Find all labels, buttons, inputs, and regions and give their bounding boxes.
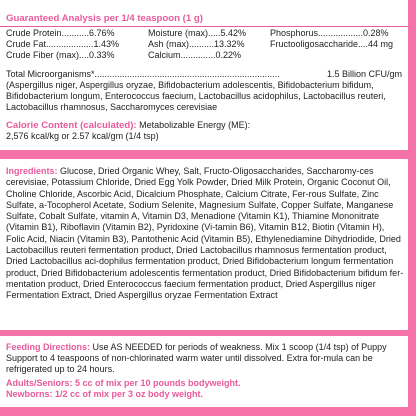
guaranteed-analysis-panel (0, 0, 408, 150)
analysis-cell: Moisture (max).....5.42% (148, 28, 247, 38)
feeding-instructions: Use AS NEEDED for periods of weakness. Mix 1 scoop (1/4 tsp) of Puppy Support to 4 teaspoons of non-chlorinated warm water until dissolved. Extra for-mula can be refrigerated up to 24 hours. (6, 342, 387, 375)
analysis-cell: Crude Fiber (max)....0.33% (6, 50, 115, 60)
calorie-label: Metabolizable Energy (ME): (136, 120, 251, 130)
analysis-cell: Crude Protein...........6.76% (6, 28, 115, 38)
microorganisms-line (6, 69, 402, 80)
analysis-divider (0, 26, 408, 27)
analysis-cell: Phosphorus..................0.28% (270, 28, 389, 38)
newborns-dosage: Newborns: 1/2 cc of mix per 3 oz body weight. (6, 389, 204, 400)
feeding-directions-panel (0, 336, 408, 407)
feeding-paragraph (6, 342, 406, 376)
adults-dosage: Adults/Seniors: 5 cc of mix per 10 pounds bodyweight. (6, 377, 241, 388)
feeding-label: Feeding Directions: (6, 342, 91, 352)
analysis-cell: Ash (max)..........13.32% (148, 39, 245, 49)
analysis-grid (6, 28, 408, 61)
microorganisms-leader: .......................................................................... (94, 69, 280, 79)
calorie-value: 2,576 kcal/kg or 2.57 kcal/gm (1/4 tsp) (6, 131, 159, 141)
analysis-cell: Crude Fat...................1.43% (6, 39, 120, 49)
calorie-title: Calorie Content (calculated): (6, 120, 137, 131)
microorganisms-list: (Aspergillus niger, Aspergillus oryzae, Bifidobacterium adolescentis, Bifidobacterium bifidum, Bifidobacterium longum, Enterococcus faecium, Lactobacillus acidophilus, Lactobacillus reuteri, Lactobacillus rhamnosus, Saccharomyces cerevisiae (6, 80, 386, 112)
ingredients-list: Glucose, Dried Organic Whey, Salt, Fructo-Oligosaccharides, Saccharomy-ces cerevisiae, Potassium Chloride, Dried Egg Yolk Powder, Dried Milk Protein, Organic Coconut Oil, Choline Chloride, Ascorbic Acid, Dicalcium Phosphate, Calcium Citrate, Fer-rous Sulfate, Zinc Sulfate, a-Tocopherol Acetate, Sodium Selenite, Magnesium Sulfate, Copper Sulfate, Manganese Sulfate, Cobalt Sulfate, vitamin A, Vitamin D3, Menadione (Vitamin K1), Thiamine Mononitrate (Vitamin B1), Riboflavin (Vitamin B2), Pyridoxine (Vi-tamin B6), Vitamin B12, Biotin (Vitamin H), Folic Acid, Niacin (Vitamin B3), Pantothenic Acid (Vitamin B5), Ethylenediamine Dihydriodide, Dried Lactobacillus reuteri fermentation product, Dried Lactobacillus rhamnosus fermentation product, Dried Lactobacillus aci-dophilus fermentation product, Dried Bifidobacterium longum fermentation product, Dried Bifidobacterium adolescentis fermentation product, Dried Bifidobacterium bifidum fer-mentation product, Dried Enterococcus faecium fermentation product, Dried Aspergillus niger Fermentation Extract, Dried Aspergillus oryzae Fermentation Extract (6, 166, 404, 301)
ingredients-paragraph (6, 166, 405, 302)
ingredients-label: Ingredients: (6, 166, 58, 176)
microorganisms-label: Total Microorganisms* (6, 69, 95, 79)
ingredients-panel (0, 159, 408, 330)
analysis-cell: Calcium..............0.22% (148, 50, 242, 60)
analysis-cell: Fructooligosaccharide....44 mg (270, 39, 394, 49)
analysis-cell (270, 50, 408, 61)
microorganisms-value: 1.5 Billion CFU/gm (326, 69, 402, 79)
analysis-title: Guaranteed Analysis per 1/4 teaspoon (1 g) (6, 13, 203, 24)
calorie-line (6, 120, 408, 131)
